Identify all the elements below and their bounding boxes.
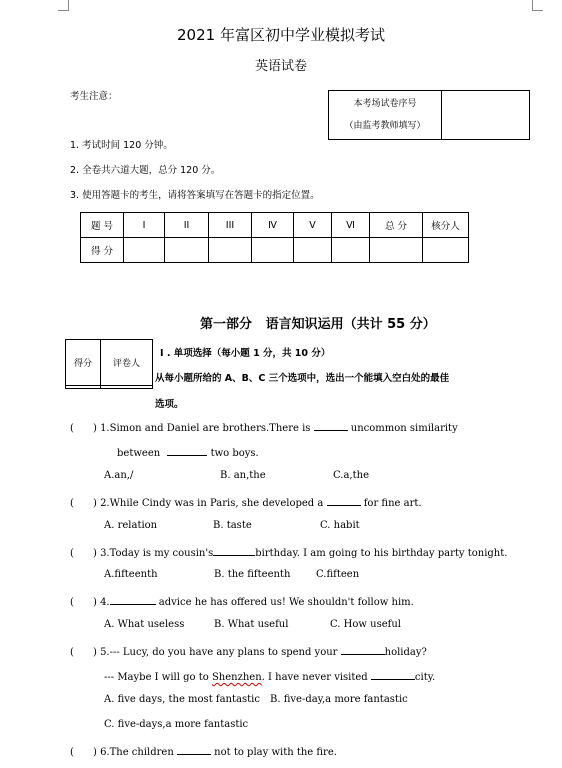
q4-option-b[interactable]: B. What useful [214,619,289,630]
question-stem: not to play with the fire. [214,747,337,758]
q5-option-b[interactable]: B. five-day,a more fantastic [270,694,408,705]
note-item-2: 2. 全卷共六道大题，总分 120 分。 [70,165,221,176]
q1-option-c[interactable]: C.a,the [333,470,369,481]
question-2 [70,495,422,509]
question-stem: 4. [100,597,110,608]
q5-option-c[interactable]: C. five-days,a more fantastic [104,719,249,730]
score-table-header-row [81,213,469,238]
question-5 [70,644,427,658]
note-item-1: 1. 考试时间 120 分钟。 [70,140,173,151]
score-table-header-label: 题 号 [81,213,124,238]
answer-paren[interactable]: ( ) [70,747,97,758]
seat-number-input-cell[interactable] [442,91,530,140]
blank[interactable] [341,644,385,655]
exam-subtitle: 英语试卷 [254,59,307,74]
question-stem: for fine art. [363,498,422,509]
reply-city: Shenzhen [211,672,262,683]
reply-text: --- Maybe I will go to [104,672,209,683]
part-title: 第一部分 语言知识运用（共计 55 分） [200,317,436,332]
exam-title: 2021 年富区初中学业模拟考试 [177,26,385,44]
grader-score-label: 得分 [66,340,101,386]
section-heading: I . 单项选择（每小题 1 分，共 10 分） [160,348,331,359]
question-1-line2 [117,445,259,459]
answer-paren[interactable]: ( ) [70,548,97,559]
question-3 [70,545,507,559]
score-cell-checker[interactable] [423,238,469,263]
notes-heading: 考生注意： [70,91,118,102]
score-table-col-total: 总 分 [370,213,423,238]
score-table-col-3: III [209,213,252,238]
question-stem: 6.The children [100,747,174,758]
question-stem: 2.While Cindy was in Paris, she developed a [100,498,324,509]
blank[interactable] [110,594,156,605]
question-stem: between [117,448,161,459]
q3-option-b[interactable]: B. the fifteenth [214,569,291,580]
q4-option-a[interactable]: A. What useless [104,619,185,630]
score-cell-4[interactable] [252,238,294,263]
answer-paren[interactable]: ( ) [70,647,97,658]
blank[interactable] [167,445,207,456]
score-table-col-4: Ⅳ [252,213,294,238]
score-table-col-5: V [294,213,332,238]
score-cell-6[interactable] [332,238,370,263]
score-table [80,212,469,263]
seat-number-label-line2: （由监考教师填写） [344,121,426,131]
question-stem: birthday. I am going to his birthday party tonight. [255,548,508,559]
question-stem: 3.Today is my cousin's [100,548,214,559]
question-6 [70,744,337,758]
question-stem: 5.--- Lucy, do you have any plans to spend your [100,647,338,658]
blank[interactable] [371,669,415,680]
question-stem: advice he has offered us! We shouldn't follow him. [158,597,414,608]
section-instruction-2: 选项。 [155,399,184,410]
section-instruction-1: 从每小题所给的 A、B、C 三个选项中，选出一个能填入空白处的最佳 [155,373,450,384]
q1-option-b[interactable]: B. an,the [220,470,266,481]
score-table-col-1: I [124,213,165,238]
score-cell-3[interactable] [209,238,252,263]
seat-number-label-line1: 本考场试卷序号 [353,99,417,109]
seat-number-label [329,91,442,140]
score-table-score-row [81,238,469,263]
corner-mark-top-left [58,0,69,11]
blank[interactable] [177,744,211,755]
blank[interactable] [327,495,361,506]
q3-option-a[interactable]: A.fifteenth [104,569,158,580]
note-item-3: 3. 使用答题卡的考生，请将答案填写在答题卡的指定位置。 [70,190,320,201]
q2-option-c[interactable]: C. habit [320,520,360,531]
score-table-col-checker: 核分人 [423,213,469,238]
question-stem: holiday? [384,647,427,658]
q1-option-a[interactable]: A.an,/ [104,470,134,481]
grader-name-label: 评卷人 [101,340,153,386]
q5-option-a[interactable]: A. five days, the most fantastic [104,694,260,705]
question-stem: two boys. [210,448,259,459]
score-cell-1[interactable] [124,238,165,263]
score-table-col-2: II [165,213,209,238]
corner-mark-top-right [532,0,543,11]
blank[interactable] [314,420,348,431]
question-stem: 1.Simon and Daniel are brothers.There is [100,423,311,434]
reply-text: city. [414,672,436,683]
question-stem: uncommon similarity [350,423,458,434]
question-4 [70,594,414,608]
score-cell-2[interactable] [165,238,209,263]
score-table-row-label: 得 分 [81,238,124,263]
seat-number-box [328,90,530,140]
q4-option-c[interactable]: C. How useful [330,619,401,630]
q2-option-a[interactable]: A. relation [104,520,158,531]
reply-text: . I have never visited [261,672,368,683]
answer-paren[interactable]: ( ) [70,423,97,434]
question-5-reply [104,669,435,683]
q2-option-b[interactable]: B. taste [213,520,252,531]
blank[interactable] [213,545,255,556]
question-1 [70,420,458,434]
score-cell-5[interactable] [294,238,332,263]
score-table-col-6: Ⅵ [332,213,370,238]
score-cell-total[interactable] [370,238,423,263]
answer-paren[interactable]: ( ) [70,498,97,509]
q3-option-c[interactable]: C.fifteen [316,569,360,580]
answer-paren[interactable]: ( ) [70,597,97,608]
grader-box [65,339,153,389]
grader-score-cell[interactable] [66,385,101,388]
grader-name-cell[interactable] [101,385,153,388]
